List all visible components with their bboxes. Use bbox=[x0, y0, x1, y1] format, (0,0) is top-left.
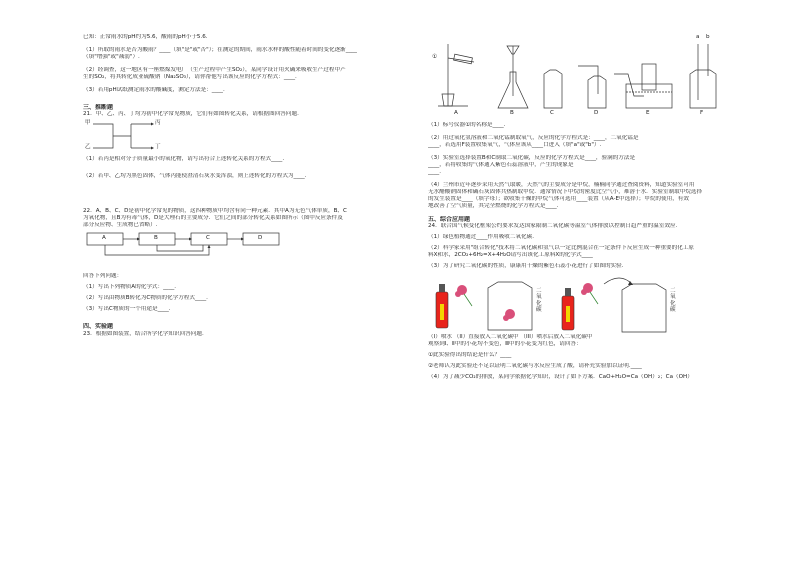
q24-2: （2）科学家采用"组合转化"技术将二氧化碳和氢气以一定比例混合在一定条件下反应生成一种重要的化工原 bbox=[428, 245, 695, 252]
q24-a: ①此实验得出的结论是什么？____ bbox=[428, 352, 512, 359]
d22-a: A bbox=[102, 235, 106, 242]
q23-1: （1）标号仪器①的名称是____. bbox=[428, 122, 506, 128]
q22-2: （2）写出由物质B转化为C物质的化学方程式____. bbox=[83, 295, 208, 302]
label-b: b bbox=[706, 34, 710, 40]
section-3-title: 三、推断题 bbox=[83, 103, 114, 111]
q24-1: （1）绿色植物通过____作用吸收二氧化碳. bbox=[428, 234, 535, 241]
q23-4b: 无水醋酸钠固体和碱石灰固体共热制取甲烷．通常情况下甲烷的密度比空气小，难溶于水．实验室制取甲烷选择 bbox=[428, 188, 703, 195]
section-4-title: 四、实验题 bbox=[83, 323, 114, 331]
q24-2b: 料X和水，2CO₂+6H₂=X+4H₂O请写出该化工原料X的化学式____ bbox=[428, 252, 593, 259]
experiment-drawing bbox=[428, 270, 746, 334]
apparatus-drawing bbox=[428, 34, 746, 118]
q23-4: （4）兰州市近年逐步采用天然气取暖，天然气的主要成分是甲烷，楠楠同学通过查阅资料，知道实验室可用 bbox=[428, 181, 695, 188]
d21-yi: 乙 bbox=[85, 144, 91, 151]
right-column bbox=[428, 34, 746, 381]
label-C: C bbox=[550, 110, 554, 116]
q23-3b: ____，若将收集的气体通入紫色石蕊溶液中，产生的现象是 bbox=[428, 161, 574, 168]
q22c: 部分反应物、生成物已省略）. bbox=[83, 222, 158, 229]
q24-4: （4）为了减少CO₂的排放，某同学依据化学知识，设计了如下方案．CaO+H₂O=Ca（OH）₂；Ca（OH） bbox=[428, 374, 693, 381]
q23: 23．根据如图装置，结合所学化学知识回答问题. bbox=[83, 330, 204, 337]
d22-d: D bbox=[258, 235, 263, 242]
d21-bing: 丙 bbox=[155, 120, 161, 127]
q23-3: （3）实验室选择装置B和C制取二氧化碳，反应的化学方程式是____，验满的方法是 bbox=[428, 154, 636, 161]
d21-ding: 丁 bbox=[155, 144, 161, 151]
q3: （3）若用pH试纸测定雨水的酸碱度，测定方法是：____. bbox=[83, 86, 225, 93]
jar-label-2: 二氧化碳 bbox=[536, 288, 542, 313]
experiment-figure bbox=[428, 270, 746, 334]
left-column bbox=[83, 34, 383, 338]
q23-2: （2）用过氧化氢溶液和二氧化锰制取氧气，反应的化学方程式是：____，二氧化锰是 bbox=[428, 134, 639, 141]
label-F: F bbox=[700, 110, 704, 116]
label-E: E bbox=[646, 110, 650, 116]
label-a: a bbox=[696, 34, 700, 40]
label-B: B bbox=[510, 110, 514, 116]
q24-b: ②老师认为此实验还不足以证明二氧化碳与水反应生成了酸，请补充实验加以证明.____ bbox=[428, 363, 642, 370]
d21-arrows bbox=[83, 118, 163, 156]
label-circled-1: ① bbox=[432, 54, 438, 60]
q22-1: （1）写出下列物质A的化学式：____. bbox=[83, 284, 177, 291]
d21-jia: 甲 bbox=[85, 120, 91, 127]
q2b: 生的SO₂，将其转化成亚硫酸钠（Na₂SO₃），请你帮他写出该反应的化学方程式：____. bbox=[83, 73, 297, 80]
label-D: D bbox=[594, 110, 599, 116]
q23-4c: 的发生装置是____（填字母）；欲收集干燥的甲烷气体可选用____装置（从A-E中选择）；甲烷的使用，有效 bbox=[428, 195, 689, 202]
d22-lines bbox=[83, 229, 283, 263]
q-intro: 已知：正常雨水的pH约为5.6，酸雨的pH小于5.6. bbox=[83, 34, 208, 40]
diagram-22 bbox=[83, 229, 383, 263]
experiment-caption: （I）喷水 （II）直接放入二氧化碳中 （III）喷水后放入二氧化碳中 bbox=[428, 334, 593, 341]
q21-1: （1）若丙是相对分子质量最小的氧化物，请写出符合上述转化关系的方程式____. bbox=[83, 156, 285, 163]
q21-2: （2）若甲、乙均为黑色固体，气体丙能使澄清石灰水变浑浊，则上述转化的方程式为____. bbox=[83, 173, 307, 180]
q1b: （填"增强"或"减弱"）. bbox=[83, 53, 140, 60]
q22b: 为氧化物，且B为有毒气体，D是大理石的主要成分．它们之间的部分转化关系如图所示（图中反应条件及 bbox=[83, 215, 343, 222]
d22-b: B bbox=[154, 235, 158, 242]
q21: 21．甲、乙、丙、丁均为初中化学常见物质，它们有如图转化关系，请根据图回答问题. bbox=[83, 111, 299, 118]
q22-3: （3）写出C物质的一个用途是____. bbox=[83, 306, 171, 313]
diagram-21 bbox=[83, 118, 383, 156]
q2: （2）经调查，这一地区有一座燃煤发电厂（生产过程中产生SO₂），某同学设计用火碱来吸收生产过程中产 bbox=[83, 66, 346, 73]
q22-ask: 回答下列问题： bbox=[83, 273, 123, 280]
apparatus-figure bbox=[428, 34, 746, 118]
d22-c: C bbox=[206, 235, 210, 242]
q23-3c: ____. bbox=[428, 168, 441, 175]
label-A: A bbox=[454, 110, 458, 116]
q24-3: （3）为了研究二氧化碳的性质，康康用干燥的紫色石蕊小花进行了如图的实验. bbox=[428, 263, 624, 270]
q1: （1）所取的雨水是否为酸雨？____（填"是"或"否"）；在测定的期间，雨水水样的酸性随着时间的变化逐渐____ bbox=[83, 46, 357, 53]
q22: 22．A、B、C、D是初中化学常见的物质，这四种物质中均含有同一种元素．其中A为无色气体单质，B、C bbox=[83, 208, 347, 215]
jar-label-3: 二氧化碳 bbox=[670, 288, 676, 313]
section-5-title: 五、综合应用题 bbox=[428, 215, 471, 223]
q23-4d: 地改善了空气质量，其完全燃烧的化学方程式是____. bbox=[428, 202, 559, 209]
q24: 24．联合国气候变化框架公约要求发达国家限制二氧化碳等温室气体排放以控制日趋严重的温室效应. bbox=[428, 223, 678, 230]
q23-2b: ____，若选用F装置收集氧气，气体应该从____口进入（填"a"或"b"）. bbox=[428, 141, 602, 148]
q24-observation: 观察到Ⅰ、Ⅱ中的小花均不变色，Ⅲ中的小花变为红色，请回答： bbox=[428, 341, 582, 348]
